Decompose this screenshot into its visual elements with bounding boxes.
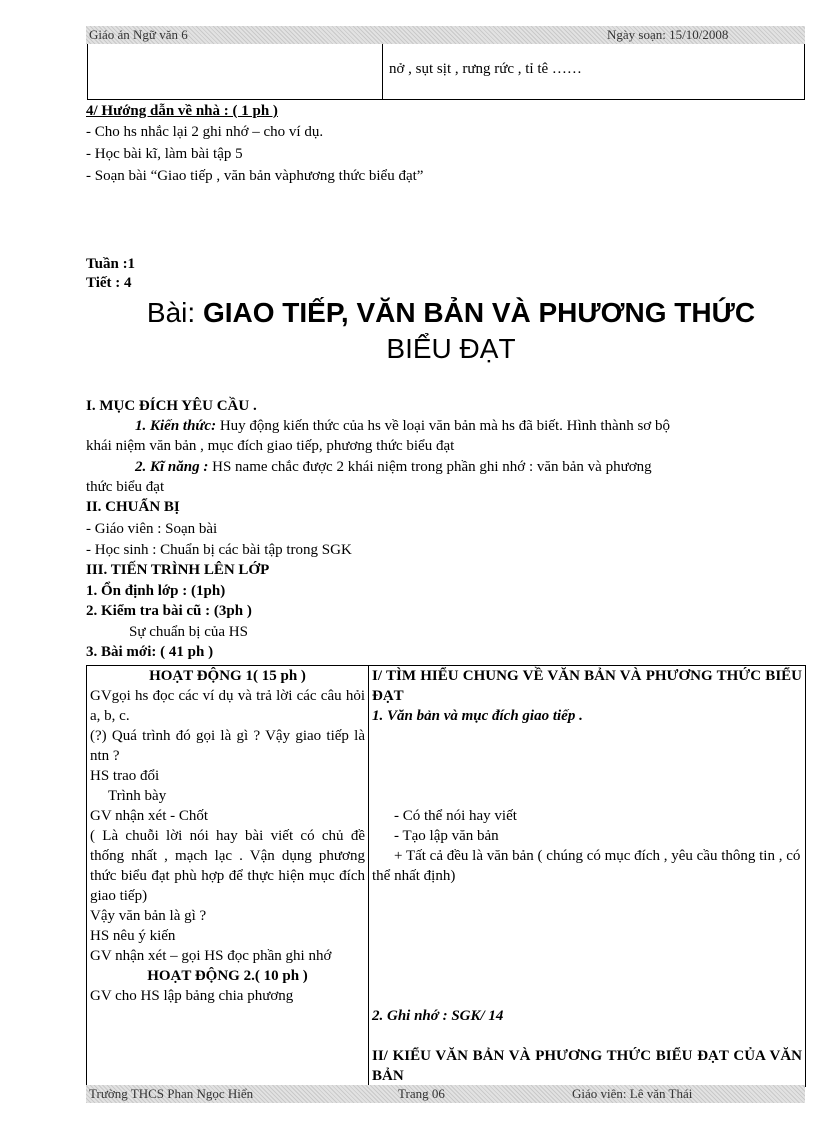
homework-item: - Học bài kĩ, làm bài tập 5: [86, 146, 243, 162]
activity-text: GVgọi hs đọc các ví dụ và trả lời các câu hỏi a, b, c.: [90, 688, 365, 724]
activity-text: ( Là chuỗi lời nói hay bài viết có chủ đề thống nhất , mạch lạc . Vận dụng phương thức biểu đạt phù hợp để thực hiện mục đích giao tiếp): [90, 828, 365, 904]
activity-text: Vậy văn bản là gì ?: [90, 908, 207, 924]
footer-page: Trang 06: [398, 1086, 445, 1101]
lesson-title-lead: Bài:: [146, 297, 203, 328]
top-table-divider: [382, 44, 383, 100]
activity-2-heading: HOẠT ĐỘNG 2.( 10 ph ): [147, 968, 308, 984]
top-table-border-bottom: [87, 99, 805, 100]
content-heading-2: II/ KIỂU VĂN BẢN VÀ PHƯƠNG THỨC BIỂU ĐẠT CỦA VĂN BẢN: [372, 1048, 802, 1084]
top-table-border-right: [804, 44, 805, 100]
week-label: Tuần :1: [86, 256, 136, 272]
activity-text: Trình bày: [108, 788, 167, 804]
step-1: 1. Ổn định lớp : (1ph): [86, 583, 226, 599]
lesson-title-main: GIAO TIẾP, VĂN BẢN VÀ PHƯƠNG THỨC: [202, 297, 756, 328]
homework-heading: 4/ Hướng dẫn về nhà : ( 1 ph ): [86, 103, 278, 119]
step-3: 3. Bài mới: ( 41 ph ): [86, 644, 214, 660]
content-bullet: - Tạo lập văn bản: [394, 828, 499, 844]
activity-text: GV nhận xét – gọi HS đọc phần ghi nhớ: [90, 948, 332, 964]
knowledge-label: 1. Kiến thức:: [135, 418, 217, 434]
step-2: 2. Kiểm tra bài cũ : (3ph ): [86, 603, 252, 619]
footer-teacher: Giáo viên: Lê văn Thái: [572, 1086, 693, 1101]
activity-text: HS nêu ý kiến: [90, 928, 176, 944]
prep-item: - Giáo viên : Soạn bài: [86, 521, 218, 537]
content-bullet: - Có thể nói hay viết: [394, 808, 517, 824]
homework-item: - Soạn bài “Giao tiếp , văn bản vàphương thức biểu đạt”: [86, 168, 424, 184]
section3-heading: III. TIẾN TRÌNH LÊN LỚP: [86, 562, 270, 578]
content-cell-right: [369, 666, 806, 1087]
lesson-title: [86, 295, 816, 331]
knowledge-line2: khái niệm văn bản , mục đích giao tiếp, phương thức biểu đạt: [86, 438, 455, 454]
top-table-cell-text: nở , sụt sịt , rưng rức , tỉ tê ……: [389, 61, 582, 77]
step-2-note: Sự chuẩn bị của HS: [129, 624, 248, 640]
lesson-title-line2: BIỂU ĐẠT: [386, 333, 516, 364]
activity-table: [86, 665, 806, 1087]
page-header: [86, 26, 805, 44]
table-row: [87, 666, 806, 1087]
skill-label: 2. Kĩ năng :: [135, 459, 209, 475]
activity-text: HS trao đổi: [90, 768, 160, 784]
top-table-border-left: [87, 44, 88, 100]
header-subject: Giáo án Ngữ văn 6: [89, 27, 188, 42]
page-footer: [86, 1085, 805, 1103]
skill-line1: [135, 459, 652, 476]
activity-text: GV nhận xét - Chốt: [90, 808, 209, 824]
content-bullet: + Tất cả đều là văn bản ( chúng có mục đích , yêu cầu thông tin , có thể nhất định): [372, 848, 801, 884]
knowledge-text: Huy động kiến thức của hs về loại văn bản mà hs đã biết. Hình thành sơ bộ: [216, 418, 670, 434]
footer-school: Trường THCS Phan Ngọc Hiển: [89, 1086, 254, 1101]
activity-cell-left: [87, 666, 369, 1087]
period-label: Tiết : 4: [86, 275, 132, 291]
section1-heading: I. MỤC ĐÍCH YÊU CẦU .: [86, 398, 257, 414]
content-subheading-1: 1. Văn bản và mục đích giao tiếp .: [372, 708, 583, 724]
activity-1-heading: HOẠT ĐỘNG 1( 15 ph ): [149, 668, 306, 684]
section2-heading: II. CHUẨN BỊ: [86, 499, 180, 515]
activity-text: (?) Quá trình đó gọi là gì ? Vậy giao tiếp là ntn ?: [90, 728, 365, 764]
content-heading-1: I/ TÌM HIỂU CHUNG VỀ VĂN BẢN VÀ PHƯƠNG THỨC BIỂU ĐẠT: [372, 668, 802, 704]
header-date: Ngày soạn: 15/10/2008: [607, 27, 729, 42]
prep-item: - Học sinh : Chuẩn bị các bài tập trong SGK: [86, 542, 352, 558]
skill-line2: thức biểu đạt: [86, 479, 165, 495]
homework-item: - Cho hs nhắc lại 2 ghi nhớ – cho ví dụ.: [86, 124, 324, 140]
skill-text: HS name chắc được 2 khái niệm trong phần ghi nhớ : văn bản và phương: [208, 459, 652, 475]
activity-text: GV cho HS lập bảng chia phương: [90, 988, 294, 1004]
content-subheading-2: 2. Ghi nhớ : SGK/ 14: [372, 1008, 504, 1024]
knowledge-line1: [135, 418, 670, 435]
